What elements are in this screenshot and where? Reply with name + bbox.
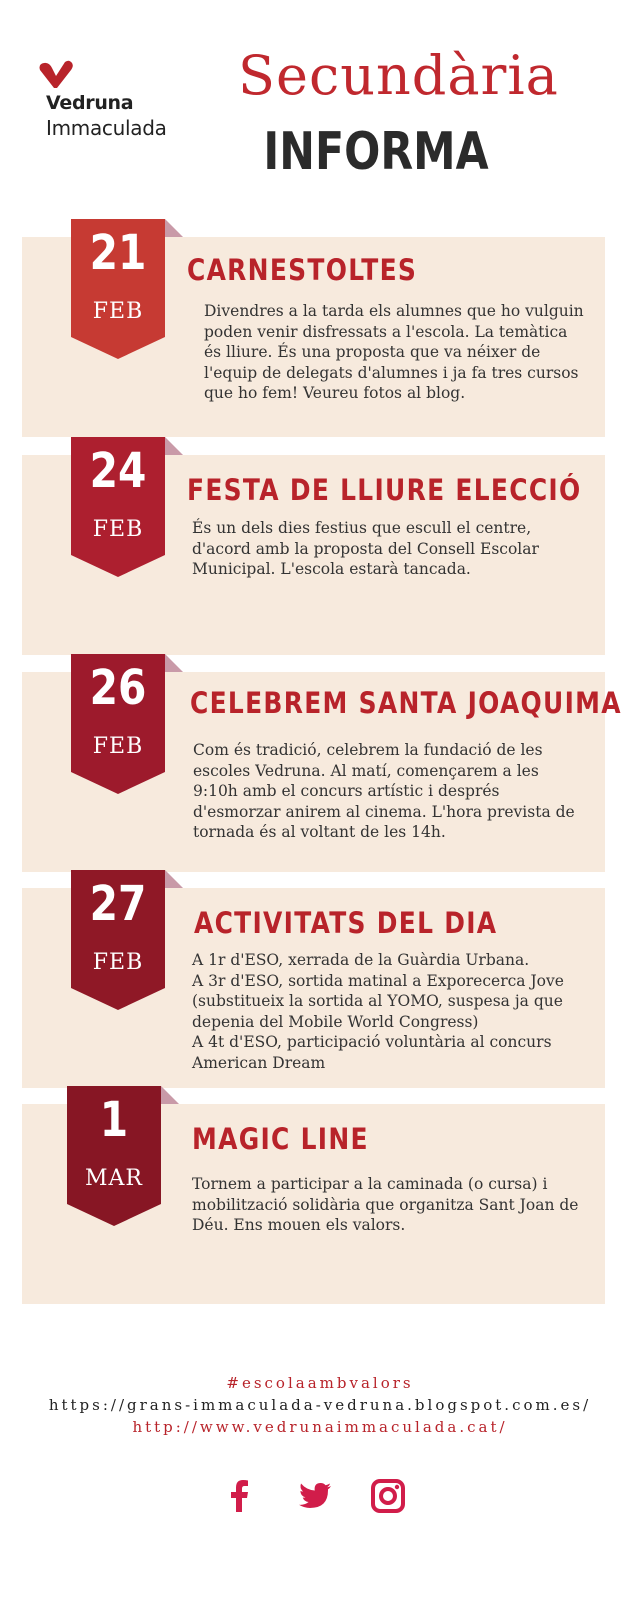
twitter-icon[interactable] xyxy=(297,1478,333,1514)
hashtag: #escolaambvalors xyxy=(226,1374,414,1392)
event-month: FEB xyxy=(92,950,144,975)
event-card xyxy=(22,876,605,1088)
event-title: CELEBREM SANTA JOAQUIMA xyxy=(190,686,622,720)
page-subtitle: INFORMA xyxy=(263,122,489,182)
date-ribbon xyxy=(71,437,165,577)
event-description: Com és tradició, celebrem la fundació de les escoles Vedruna. Al matí, començarem a les 9:10h amb el concurs artístic i després d'esmorzar anirem al cinema. L'hora prevista de tornada és al voltant de les 14h. xyxy=(193,741,575,841)
event-day: 26 xyxy=(89,660,147,716)
page-title: Secundària xyxy=(238,44,559,107)
event-day: 24 xyxy=(89,443,147,499)
event-title: MAGIC LINE xyxy=(192,1122,369,1156)
logo-name: Vedruna xyxy=(46,92,134,114)
event-month: MAR xyxy=(85,1166,143,1191)
event-title: CARNESTOLTES xyxy=(187,253,418,287)
heart-check-icon xyxy=(38,60,74,90)
website-link[interactable]: http://www.vedrunaimmaculada.cat/ xyxy=(132,1418,508,1436)
event-month: FEB xyxy=(92,734,144,759)
instagram-icon[interactable] xyxy=(370,1478,406,1514)
logo-subname: Immaculada xyxy=(46,116,167,140)
event-day: 27 xyxy=(89,876,147,932)
date-ribbon xyxy=(71,219,165,359)
event-description: A 1r d'ESO, xerrada de la Guàrdia Urbana. A 3r d'ESO, sortida matinal a Exporecerca Jove (substitueix la sortida al YOMO, suspesa ja que depenia del Mobile World Congress) A 4t d'ESO, participació voluntària al concurs American Dream xyxy=(192,951,564,1072)
event-card xyxy=(22,443,605,655)
event-card xyxy=(22,660,622,872)
facebook-icon[interactable] xyxy=(222,1478,258,1514)
date-ribbon xyxy=(67,1086,161,1226)
date-ribbon xyxy=(71,654,165,794)
event-description: És un dels dies festius que escull el centre, d'acord amb la proposta del Consell Escolar Municipal. L'escola estarà tancada. xyxy=(192,519,539,578)
blog-link[interactable]: https://grans-immaculada-vedruna.blogspot.com.es/ xyxy=(48,1396,592,1414)
date-ribbon xyxy=(71,870,165,1010)
event-day: 1 xyxy=(99,1092,129,1148)
event-title: ACTIVITATS DEL DIA xyxy=(194,906,498,940)
event-day: 21 xyxy=(89,225,147,281)
school-logo xyxy=(38,60,198,150)
event-title: FESTA DE LLIURE ELECCIÓ xyxy=(187,473,582,507)
event-month: FEB xyxy=(92,299,144,324)
event-card xyxy=(22,1092,605,1304)
event-description: Tornem a participar a la caminada (o cursa) i mobilització solidària que organitza Sant Joan de Déu. Ens mouen els valors. xyxy=(192,1175,579,1234)
event-card xyxy=(22,225,605,437)
event-description: Divendres a la tarda els alumnes que ho vulguin poden venir disfressats a l'escola. La temàtica és lliure. És una proposta que va néixer de l'equip de delegats d'alumnes i ja fa tres cursos que ho fem! Veureu fotos al blog. xyxy=(204,302,584,402)
event-month: FEB xyxy=(92,517,144,542)
